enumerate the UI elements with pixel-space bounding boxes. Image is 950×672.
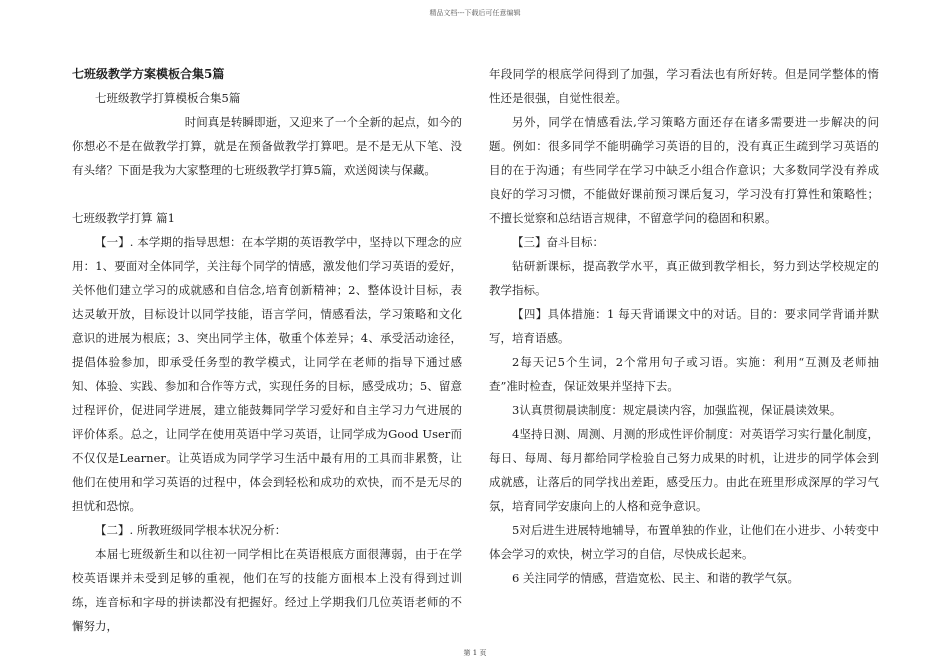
paragraph-issues: 另外，同学在情感看法,学习策略方面还存在诸多需要进一步解决的问题。例如：很多同学不能明确学习英语的目的，没有真正生疏到学习英语的目的在于沟通；有些同学在学习中缺乏小组合作意识；大多数同学没有养成良好的学习习惯，不能做好课前预习课后复习，学习没有打算性和策略性；不擅长觉察和总结语言规律，不留意学问的稳固和积累。	[489, 115, 879, 225]
document-header-note: 精品文档---下载后可任意编辑	[429, 9, 521, 17]
document-subtitle: 七班级教学打算模板合集5篇	[95, 91, 241, 105]
section-spacer	[72, 182, 462, 206]
section-heading: 七班级教学打算 篇1	[72, 211, 175, 225]
left-column	[72, 62, 462, 638]
document-title: 七班级教学方案模板合集5篇	[72, 67, 225, 81]
paragraph-measures-3: 3认真贯彻晨读制度：规定晨读内容，加强监视，保证晨读效果。	[512, 403, 842, 417]
paragraph-measures-5: 5对后进生进展特地辅导，布置单独的作业，让他们在小进步、小转变中体会学习的欢快，树立学习的自信，尽快成长起来。	[489, 523, 879, 561]
paragraph-class-analysis-heading: 【二】. 所教班级同学根本状况分析：	[95, 523, 287, 537]
intro-paragraph: 时间真是转瞬即逝，又迎来了一个全新的起点，如今的你想必不是在做教学打算，就是在预备做教学打算吧。是不是无从下笔、没有头绪？下面是我为大家整理的七班级教学打算5篇，欢送阅读与保藏。	[72, 115, 462, 177]
paragraph-goals-heading: 【三】奋斗目标：	[512, 235, 604, 249]
paragraph-measures-6: 6 关注同学的情感，营造宽松、民主、和谐的教学气氛。	[512, 571, 799, 585]
paragraph-continued: 年段同学的根底学问得到了加强，学习看法也有所好转。但是同学整体的惰性还是很强，自觉性很差。	[489, 67, 879, 105]
right-column	[489, 62, 879, 590]
paragraph-measures-1: 【四】具体措施：1 每天背诵课文中的对话。目的：要求同学背诵并默写，培育语感。	[489, 307, 879, 345]
paragraph-goals: 钻研新课标，提高教学水平，真正做到教学相长，努力到达学校规定的教学指标。	[489, 259, 879, 297]
page-number: 第 1 页	[463, 649, 487, 657]
paragraph-guiding-thought: 【一】. 本学期的指导思想：在本学期的英语教学中，坚持以下理念的应用：1、要面对全体同学，关注每个同学的情感，激发他们学习英语的爱好，关怀他们建立学习的成就感和自信念,培育创新精神；2、整体设计目标，表达灵敏开放，目标设计以同学技能，语言学问，情感看法，学习策略和文化意识的进展为根底；3、突出同学主体，敬重个体差异；4、承受活动途径，提倡体验参加，即承受任务型的教学模式，让同学在老师的指导下通过感知、体验、实践、参加和合作等方式，实现任务的目标，感受成功；5、留意过程评价，促进同学进展，建立能鼓舞同学学习爱好和自主学习力气进展的评价体系。总之，让同学在使用英语中学习英语，让同学成为Good User而不仅仅是Learner。让英语成为同学学习生活中最有用的工具而非累赘，让他们在使用和学习英语的过程中，体会到轻松和成功的欢快，而不是无尽的担忧和恐惊。	[72, 235, 462, 513]
paragraph-class-analysis: 本届七班级新生和以往初一同学相比在英语根底方面很薄弱，由于在学校英语课并未受到足够的重视，他们在写的技能方面根本上没有得到过训练，连音标和字母的拼读都没有把握好。经过上学期我们几位英语老师的不懈努力，	[72, 547, 462, 633]
paragraph-measures-2: 2每天记5个生词，2个常用句子或习语。实施：利用“互测及老师抽查”准时检查，保证效果并坚持下去。	[489, 355, 879, 393]
paragraph-measures-4: 4坚持日测、周测、月测的形成性评价制度：对英语学习实行量化制度，每日、每周、每月都给同学检验自己努力成果的时机，让进步的同学体会到成就感，让落后的同学找出差距，感受压力。由此在班里形成深厚的学习气氛，培育同学安康向上的人格和竞争意识。	[489, 427, 879, 513]
